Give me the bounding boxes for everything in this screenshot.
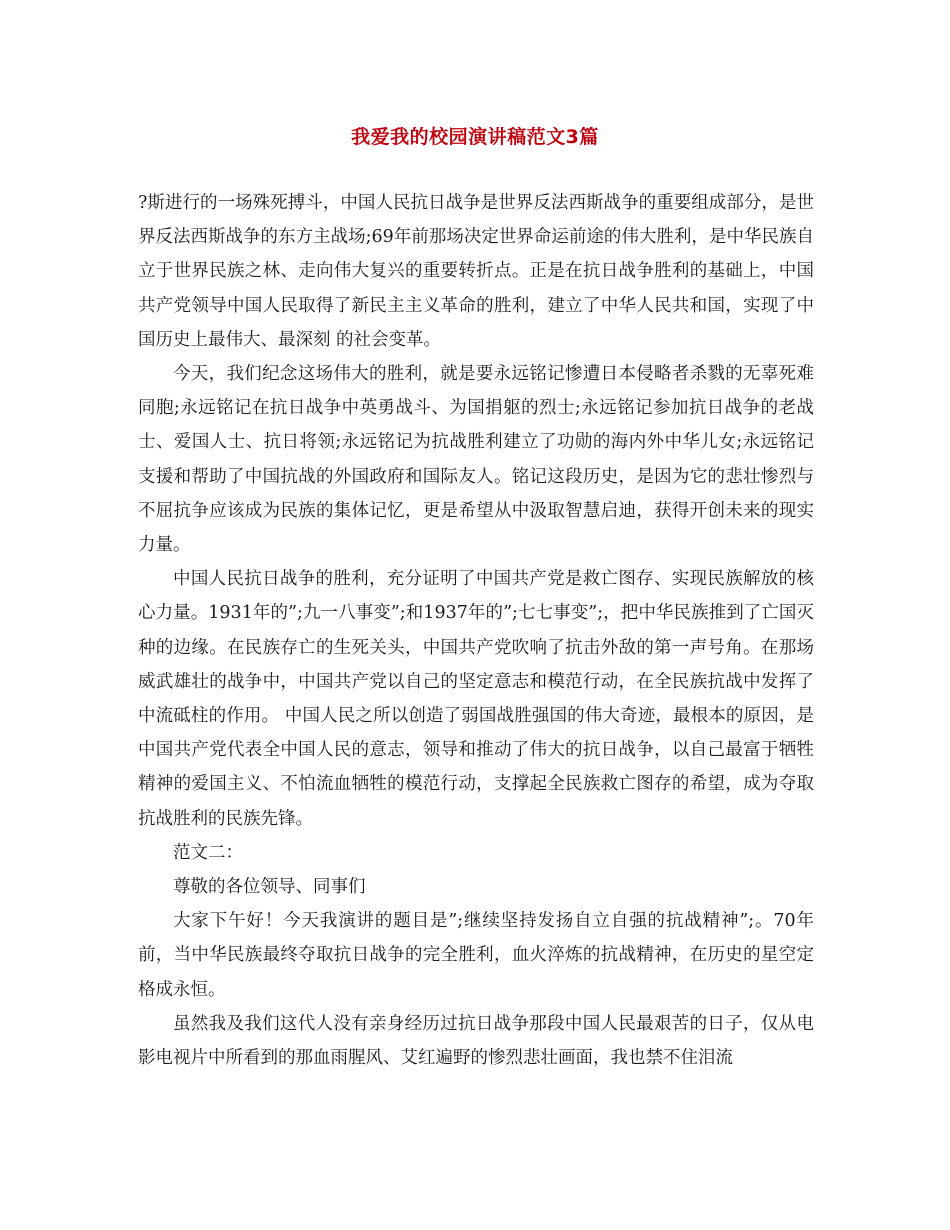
document-title: 我爱我的校园演讲稿范文3篇 (351, 126, 599, 148)
paragraph: 虽然我及我们这代人没有亲身经历过抗日战争那段中国人民最艰苦的日子，仅从电影电视片中所看到的那血雨腥风、艾红遍野的惨烈悲壮画面，我也禁不住泪流 (138, 1013, 814, 1069)
document-body (138, 186, 814, 1075)
section-heading: 范文二： (173, 842, 243, 863)
paragraph: 今天，我们纪念这场伟大的胜利，就是要永远铭记惨遭日本侵略者杀戮的无辜死难同胞;永远铭记在抗日战争中英勇战斗、为国捐躯的烈士;永远铭记参加抗日战争的老战士、爱国人士、抗日将领;永远铭记为抗战胜利建立了功勋的海内外中华儿女;永远铭记支援和帮助了中国抗战的外国政府和国际友人。铭记这段历史，是因为它的悲壮惨烈与不屈抗争应该成为民族的集体记忆，更是希望从中汲取智慧启迪，获得开创未来的现实力量。 (138, 364, 814, 556)
paragraph: 大家下午好！今天我演讲的题目是”;继续坚持发扬自立自强的抗战精神”;。70年前，当中华民族最终夺取抗日战争的完全胜利，血火淬炼的抗战精神，在历史的星空定格成永恒。 (138, 911, 814, 1000)
paragraph: ?斯进行的一场殊死搏斗，中国人民抗日战争是世界反法西斯战争的重要组成部分，是世界反法西斯战争的东方主战场;69年前那场决定世界命运前途的伟大胜利，是中华民族自立于世界民族之林、走向伟大复兴的重要转折点。正是在抗日战争胜利的基础上，中国共产党领导中国人民取得了新民主主义革命的胜利，建立了中华人民共和国，实现了中国历史上最伟大、最深刻 的社会变革。 (138, 193, 814, 350)
salutation: 尊敬的各位领导、同事们 (173, 877, 366, 898)
paragraph: 中国人民抗日战争的胜利，充分证明了中国共产党是救亡图存、实现民族解放的核心力量。1931年的”;九一八事变”;和1937年的”;七七事变”;，把中华民族推到了亡国灭种的边缘。在民族存亡的生死关头，中国共产党吹响了抗击外敌的第一声号角。在那场威武雄壮的战争中，中国共产党以自己的坚定意志和模范行动，在全民族抗战中发挥了中流砥柱的作用。 中国人民之所以创造了弱国战胜强国的伟大奇迹，最根本的原因，是中国共产党代表全中国人民的意志，领导和推动了伟大的抗日战争，以自己最富于牺牲精神的爱国主义、不怕流血牺牲的模范行动，支撑起全民族救亡图存的希望，成为夺取抗战胜利的民族先锋。 (138, 569, 814, 829)
